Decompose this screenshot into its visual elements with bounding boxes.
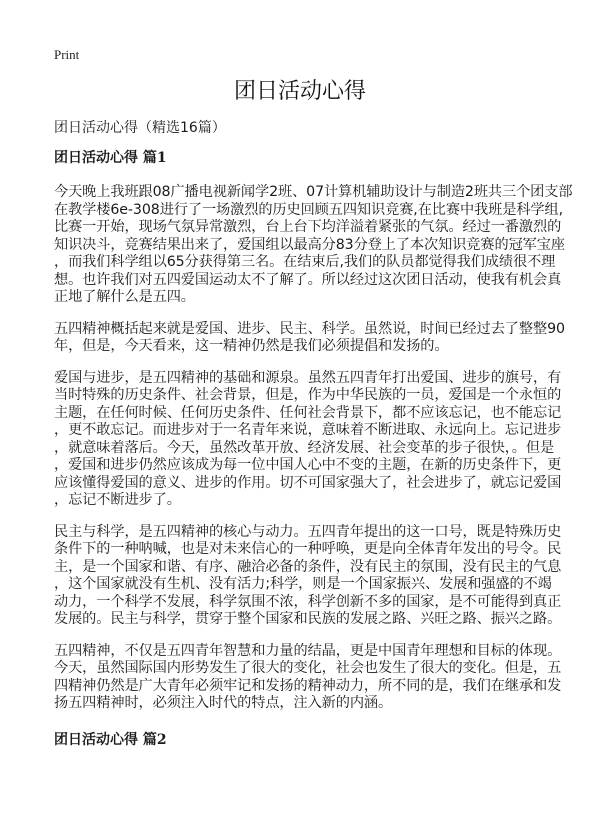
paragraph bbox=[54, 320, 565, 356]
text-line: ，更不敢忘记。而进步对于一名青年来说，意味着不断进取、永远向上。忘记进步 bbox=[54, 422, 562, 438]
text-line: 爱国与进步，是五四精神的基础和源泉。虽然五四青年打出爱国、进步的旗号，有 bbox=[54, 369, 562, 386]
text-line: 扬五四精神时，必须注入时代的特点，注入新的内涵。 bbox=[54, 695, 393, 711]
print-link[interactable]: Print bbox=[54, 47, 80, 62]
text-line: 正地了解什么是五四。 bbox=[54, 289, 195, 305]
text-line: ，爱国和进步仍然应该成为每一位中国人心中不变的主题，在新的历史条件下，更 bbox=[54, 457, 562, 473]
paragraph bbox=[54, 369, 562, 510]
text-line: ，而我们科学组以65分获得第三名。在结束后,我们的队员都觉得我们成绩很不理 bbox=[54, 254, 556, 270]
text-line: 主，是一个国家和谐、有序、融洽必备的条件，没有民主的氛围，没有民主的气息 bbox=[54, 558, 562, 575]
text-line: 五四精神概括起来就是爱国、进步、民主、科学。虽然说，时间已经过去了整整90 bbox=[54, 320, 565, 337]
text-line: 当时特殊的历史条件、社会背景，但是，作为中华民族的一员，爱国是一个永恒的 bbox=[54, 387, 562, 403]
text-line: 发展的。民主与科学，贯穿于整个国家和民族的发展之路、兴旺之路、振兴之路。 bbox=[54, 611, 562, 627]
text-line: 应该懂得爱国的意义、进步的作用。切不可国家强大了，社会进步了，就忘记爱国 bbox=[54, 474, 562, 491]
section-heading: 团日活动心得 篇2 bbox=[54, 731, 167, 748]
document-subtitle: 团日活动心得（精选16篇） bbox=[54, 120, 226, 136]
text-line: 比赛一开始，现场气氛异常激烈，台上台下均洋溢着紧张的气氛。经过一番激烈的 bbox=[54, 219, 562, 235]
text-line: 年，但是，今天看来，这一精神仍然是我们必须提倡和发扬的。 bbox=[54, 338, 449, 354]
text-line: ，就意味着落后。今天，虽然改革开放、经济发展、社会变革的步子很快，。但是 bbox=[54, 439, 555, 456]
text-line: 四精神仍然是广大青年必须牢记和发扬的精神动力，所不同的是，我们在继承和发 bbox=[54, 677, 562, 694]
text-line: 知识决斗，竞赛结果出来了，爱国组以最高分83分登上了本次知识竞赛的冠军宝座 bbox=[54, 236, 565, 253]
page-title: 团日活动心得 bbox=[233, 79, 366, 104]
text-line: 动力，一个科学不发展，科学氛围不浓，科学创新不多的国家，是不可能得到真正 bbox=[54, 593, 562, 610]
document-body bbox=[54, 149, 573, 766]
paragraph bbox=[54, 184, 573, 307]
text-line: 五四精神，不仅是五四青年智慧和力量的结晶，更是中国青年理想和目标的体现。 bbox=[54, 642, 562, 659]
text-line: 今天，虽然国际国内形势发生了很大的变化，社会也发生了很大的变化。但是，五 bbox=[54, 660, 562, 676]
text-line: 想。也许我们对五四爱国运动太不了解了。所以经过这次团日活动，使我有机会真 bbox=[54, 271, 562, 288]
text-line: 在教学楼6e-308进行了一场激烈的历史回顾五四知识竞赛,在比赛中我班是科学组, bbox=[54, 201, 563, 218]
paragraph bbox=[54, 523, 562, 629]
text-line: 今天晚上我班跟08广播电视新闻学2班、07计算机辅助设计与制造2班共三个团支部 bbox=[54, 184, 573, 200]
text-line: ，忘记不断进步了。 bbox=[54, 492, 181, 508]
text-line: 主题，在任何时候、任何历史条件、任何社会背景下，都不应该忘记，也不能忘记 bbox=[54, 404, 562, 421]
text-line: ，这个国家就没有生机、没有活力;科学，则是一个国家振兴、发展和强盛的不竭 bbox=[54, 576, 552, 592]
text-line: 民主与科学，是五四精神的核心与动力。五四青年提出的这一口号，既是特殊历史 bbox=[54, 523, 562, 540]
section-heading: 团日活动心得 篇1 bbox=[54, 150, 167, 166]
text-line: 条件下的一种呐喊，也是对未来信心的一种呼唤，更是向全体青年发出的号令。民 bbox=[54, 541, 562, 557]
paragraph bbox=[54, 642, 562, 713]
